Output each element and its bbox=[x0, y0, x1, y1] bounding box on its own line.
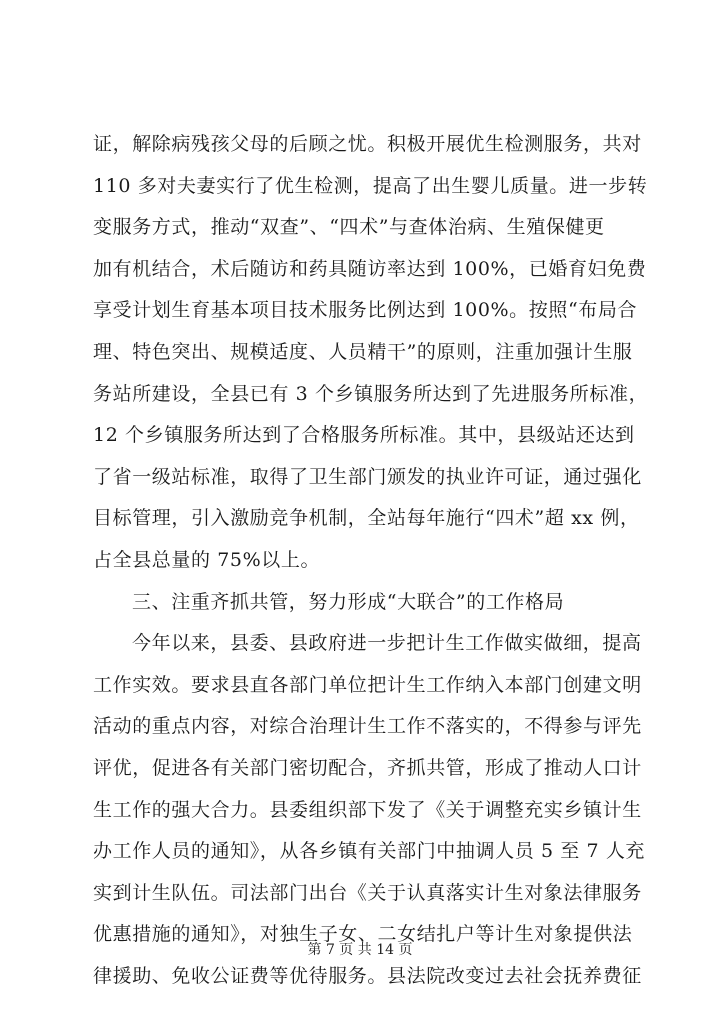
text-line: 占全县总量的 75%以上。 bbox=[93, 548, 321, 571]
text-line: 工作实效。要求县直各部门单位把计生工作纳入本部门创建文明 bbox=[93, 673, 642, 696]
text-line: 12 个乡镇服务所达到了合格服务所标准。其中，县级站还达到 bbox=[93, 424, 635, 447]
text-line: 目标管理，引入激励竞争机制，全站每年施行“四术”超 xx 例， bbox=[93, 507, 640, 530]
body-text bbox=[93, 124, 649, 997]
text-line: 证，解除病残孩父母的后顾之忧。积极开展优生检测服务，共对 bbox=[93, 133, 642, 155]
text-line: 变服务方式，推动“双查”、“四术”与查体治病、生殖保健更 bbox=[93, 216, 605, 239]
text-line: 了省一级站标准，取得了卫生部门颁发的执业许可证，通过强化 bbox=[93, 465, 642, 488]
text-line: 110 多对夫妻实行了优生检测，提高了出生婴儿质量。进一步转 bbox=[93, 174, 648, 197]
text-line: 享受计划生育基本项目技术服务比例达到 100%。按照“布局合 bbox=[93, 299, 638, 322]
text-line: 办工作人员的通知》，从各乡镇有关部门中抽调人员 5 至 7 人充 bbox=[93, 840, 646, 863]
text-line: 加有机结合，术后随访和药具随访率达到 100%，已婚育妇免费 bbox=[93, 257, 647, 280]
text-line: 评优，促进各有关部门密切配合，齐抓共管，形成了推动人口计 bbox=[93, 756, 642, 779]
section-heading: 三、注重齐抓共管，努力形成“大联合”的工作格局 bbox=[132, 590, 565, 613]
text-line: 实到计生队伍。司法部门出台《关于认真落实计生对象法律服务 bbox=[93, 881, 642, 904]
text-line: 律援助、免收公证费等优待服务。县法院改变过去社会抚养费征 bbox=[93, 964, 642, 987]
text-line: 生工作的强大合力。县委组织部下发了《关于调整充实乡镇计生 bbox=[93, 798, 642, 821]
paragraph-first-line: 今年以来，县委、县政府进一步把计生工作做实做细，提高 bbox=[132, 632, 642, 655]
page-footer: 第 7 页 共 14 页 bbox=[307, 942, 413, 958]
text-line: 务站所建设，全县已有 3 个乡镇服务所达到了先进服务所标准， bbox=[93, 382, 649, 405]
text-line: 活动的重点内容，对综合治理计生工作不落实的，不得参与评先 bbox=[93, 715, 642, 738]
text-line: 优惠措施的通知》，对独生子女、二女结扎户等计生对象提供法 bbox=[93, 923, 633, 946]
text-line: 理、特色突出、规模适度、人员精干”的原则，注重加强计生服 bbox=[93, 340, 633, 363]
